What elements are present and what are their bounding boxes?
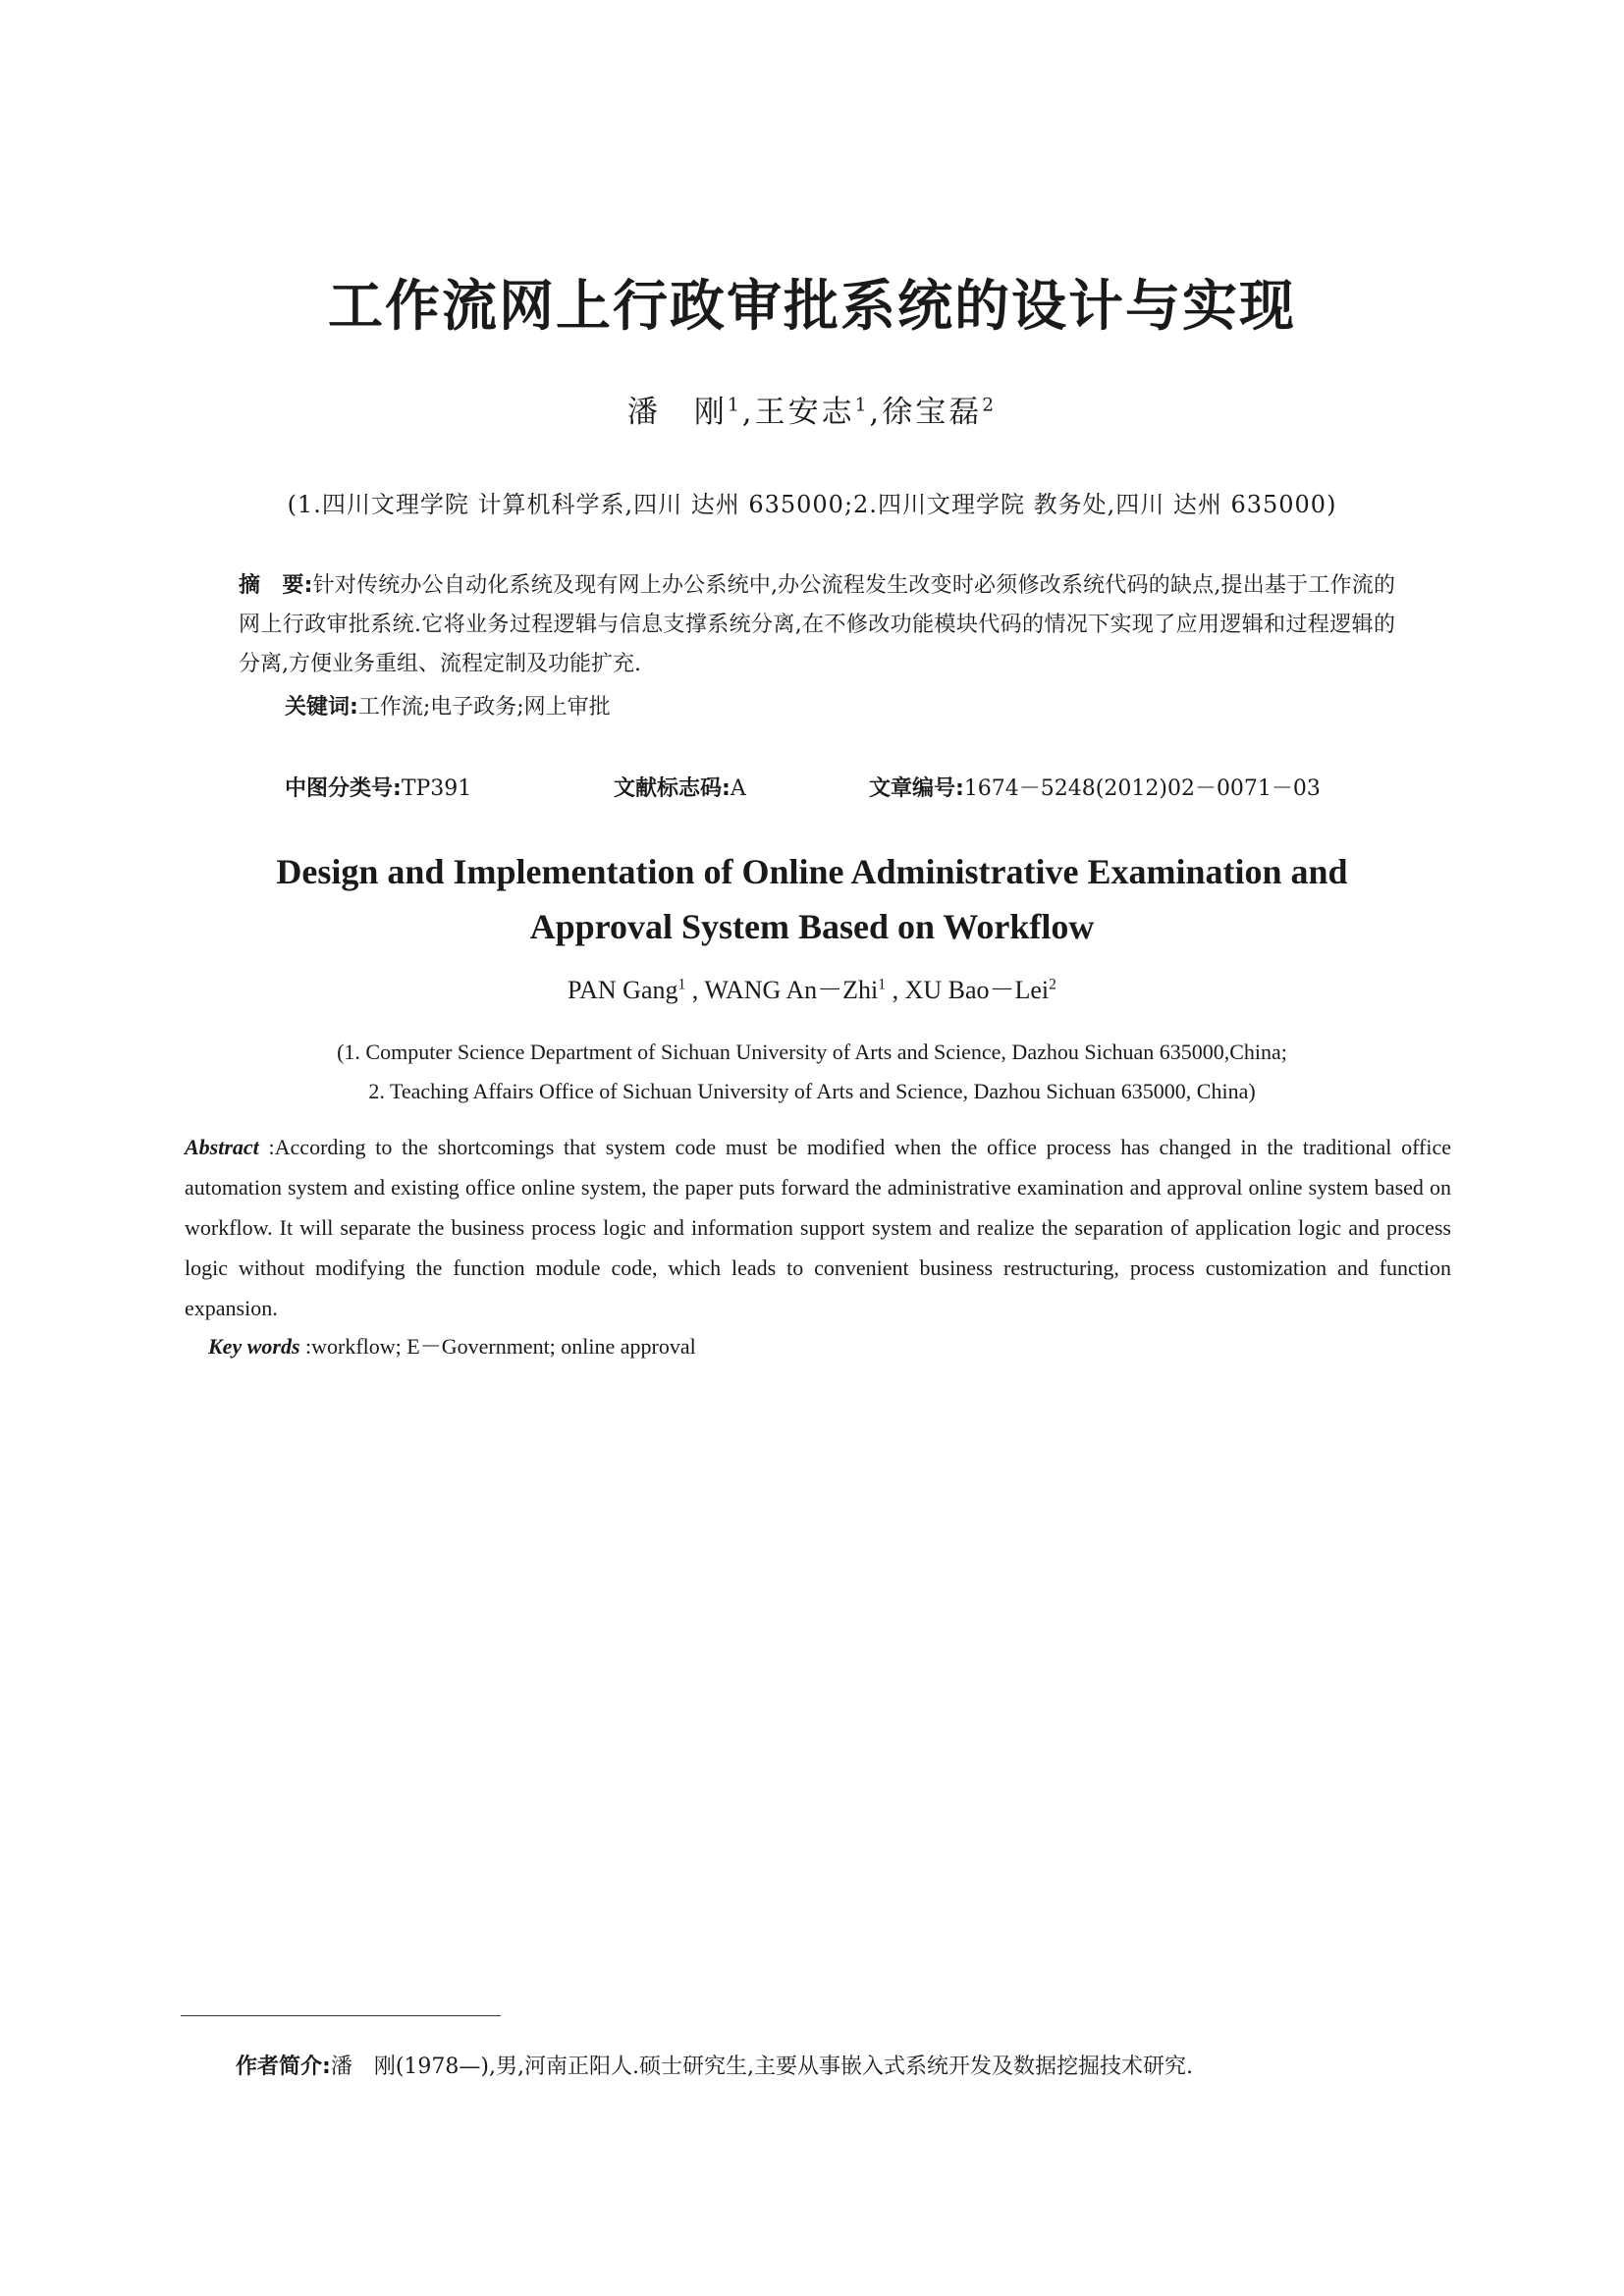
english-affiliation-line: (1. Computer Science Department of Sichuan University of Arts and Science, Dazhou Sichuan 635000,China; (337, 1040, 1287, 1064)
english-abstract-colon: : (258, 1135, 275, 1159)
english-abstract-label: Abstract (185, 1135, 259, 1159)
chinese-title: 工作流网上行政审批系统的设计与实现 (328, 274, 1296, 339)
english-keywords-text: workflow; E－Government; online approval (311, 1334, 696, 1359)
article-number (869, 772, 1321, 802)
clc-number (285, 772, 471, 802)
author-affiliation-mark: 2 (1049, 976, 1056, 993)
english-keywords-label: Key words (208, 1334, 300, 1359)
footnote-text: 潘 刚(1978—),男,河南正阳人.硕士研究生,主要从事嵌入式系统开发及数据挖掘技术研究. (330, 2055, 1193, 2079)
document-code (614, 772, 746, 802)
author-separator: , (869, 395, 883, 430)
article-number-label: 文章编号: (869, 776, 964, 801)
chinese-abstract (239, 566, 1395, 684)
footnote-divider (181, 2015, 501, 2016)
english-abstract-text: According to the shortcomings that system code must be modified when the office process has changed in the traditional office automation system and existing office online system, the paper puts forward the administrative examination and approval online system based on workflow. It will separate the business process logic and information support system and realize the separation of application logic and process logic without modifying the function module code, which leads to convenient business restructuring, process customization and function expansion. (185, 1135, 1451, 1320)
chinese-keywords (285, 690, 1365, 721)
author-separator: , (685, 976, 705, 1004)
author-affiliation-mark: 1 (727, 395, 742, 416)
english-keywords (208, 1330, 1386, 1361)
author-separator: , (741, 395, 755, 430)
author-name: WANG An－Zhi (704, 976, 879, 1004)
english-keywords-colon: : (299, 1334, 312, 1359)
english-title (0, 844, 1624, 954)
author-name: PAN Gang (568, 976, 678, 1004)
article-number-value: 1674－5248(2012)02－0071－03 (963, 776, 1321, 801)
english-title-line: Design and Implementation of Online Administrative Examination and (276, 852, 1348, 891)
author-footnote (236, 2050, 1463, 2080)
footnote-label: 作者简介: (236, 2055, 331, 2079)
chinese-keywords-label: 关键词: (285, 695, 358, 720)
english-affiliation-line: 2. Teaching Affairs Office of Sichuan University of Arts and Science, Dazhou Sichuan 635000, China) (368, 1079, 1256, 1103)
chinese-abstract-label: 摘 要: (239, 573, 313, 598)
clc-value: TP391 (401, 776, 472, 801)
english-abstract (185, 1127, 1451, 1328)
chinese-affiliation: (1.四川文理学院 计算机科学系,四川 达州 635000;2.四川文理学院 教务处,四川 达州 635000) (287, 491, 1337, 518)
clc-label: 中图分类号: (285, 776, 402, 801)
author-affiliation-mark: 1 (677, 976, 686, 993)
document-code-label: 文献标志码: (614, 776, 731, 801)
author-name: 王安志 (754, 395, 855, 430)
english-authors (0, 970, 1624, 1006)
chinese-keywords-text: 工作流;电子政务;网上审批 (357, 695, 611, 720)
chinese-authors (0, 387, 1624, 431)
author-name: XU Bao－Lei (904, 976, 1050, 1004)
chinese-abstract-text: 针对传统办公自动化系统及现有网上办公系统中,办公流程发生改变时必须修改系统代码的缺点,提出基于工作流的网上行政审批系统.它将业务过程逻辑与信息支撑系统分离,在不修改功能模块代码的情况下实现了应用逻辑和过程逻辑的分离,方便业务重组、流程定制及功能扩充. (239, 573, 1395, 676)
author-separator: , (886, 976, 905, 1004)
author-affiliation-mark: 2 (982, 395, 998, 416)
author-affiliation-mark: 1 (854, 395, 870, 416)
english-title-line: Approval System Based on Workflow (529, 907, 1095, 946)
author-name: 潘 刚 (626, 395, 728, 430)
author-affiliation-mark: 1 (878, 976, 887, 993)
english-affiliation (0, 1033, 1624, 1111)
author-name: 徐宝磊 (882, 395, 983, 430)
document-code-value: A (730, 776, 746, 801)
